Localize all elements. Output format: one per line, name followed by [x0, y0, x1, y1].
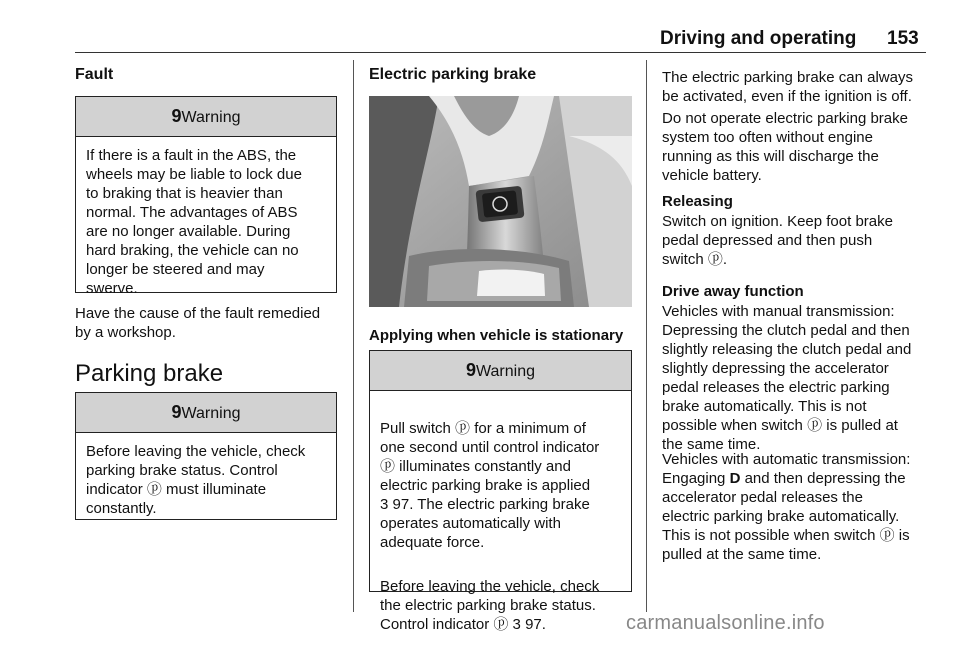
- warning-header: [76, 97, 336, 137]
- console-illustration: [369, 96, 632, 307]
- warning-header: [76, 393, 336, 433]
- warning-triangle-icon: 9: [466, 360, 477, 380]
- fault-remedy-text: Have the cause of the fault remedied by a workshop.: [75, 305, 321, 341]
- warning-text: Before leaving the vehicle, check parking brake status. Control indicator ⓟ must illuminate constantly.: [86, 443, 306, 517]
- automatic-text-pre: Vehicles with automatic transmission: Engaging: [662, 451, 911, 487]
- subheading-drive-away: Drive away function: [662, 283, 804, 300]
- warning-box-parking: [75, 392, 337, 520]
- watermark: carmanualsonline.info: [626, 612, 825, 634]
- drive-away-manual-text: Vehicles with manual transmission: Depressing the clutch pedal and then slightly releasing the clutch pedal and slightly depressing the accelerator pedal releases the electric parking brake automatically. This is not possible when switch ⓟ is pulled at the same time.: [662, 303, 912, 453]
- warning-box-applying: [369, 350, 632, 633]
- page-number: 153: [887, 28, 919, 49]
- page-header-title: Driving and operating: [660, 28, 857, 49]
- warning-text-check: Before leaving the vehicle, check the electric parking brake status. Control indicator ⓟ 3 97.: [380, 578, 600, 633]
- warning-title: Warning: [181, 405, 241, 422]
- epb-always-activated-text: The electric parking brake can always be activated, even if the ignition is off.: [662, 69, 913, 105]
- warning-text: If there is a fault in the ABS, the wheels may be liable to lock due to braking that is heavier than normal. The advantages of ABS are no longer available. During hard braking, the vehicle can no longer be steered and may swerve.: [86, 147, 302, 297]
- warning-title: Warning: [476, 363, 535, 380]
- heading-fault: Fault: [75, 66, 114, 83]
- subheading-releasing: Releasing: [662, 193, 733, 210]
- heading-electric-parking-brake: Electric parking brake: [369, 66, 537, 83]
- automatic-text-post: and then depressing the accelerator pedal releases the electric parking brake automatically. This is not possible when switch ⓟ is pulled at the same time.: [662, 470, 910, 563]
- warning-header: [370, 351, 631, 391]
- subheading-applying: Applying when vehicle is stationary: [369, 327, 624, 344]
- warning-body: [370, 391, 631, 659]
- warning-box-abs: [75, 96, 337, 297]
- warning-text-apply: Pull switch ⓟ for a minimum of one second until control indicator ⓟ illuminates constantly and electric parking brake is applied 3 97. The electric parking brake operates automatically with adequate force.: [380, 420, 600, 551]
- warning-title: Warning: [181, 109, 241, 126]
- warning-triangle-icon: 9: [171, 402, 182, 422]
- header-divider: [75, 52, 926, 53]
- gear-d-label: D: [729, 470, 741, 487]
- heading-parking-brake: Parking brake: [75, 360, 224, 387]
- releasing-text: Switch on ignition. Keep foot brake pedal depressed and then push switch ⓟ.: [662, 213, 893, 268]
- drive-away-automatic-text: [662, 450, 952, 564]
- epb-battery-note-text: Do not operate electric parking brake system too often without engine running as this will discharge the vehicle battery.: [662, 110, 908, 184]
- column-divider-2: [646, 60, 647, 612]
- warning-triangle-icon: 9: [171, 106, 182, 126]
- column-divider-1: [353, 60, 354, 612]
- parking-brake-switch-photo: [369, 96, 632, 307]
